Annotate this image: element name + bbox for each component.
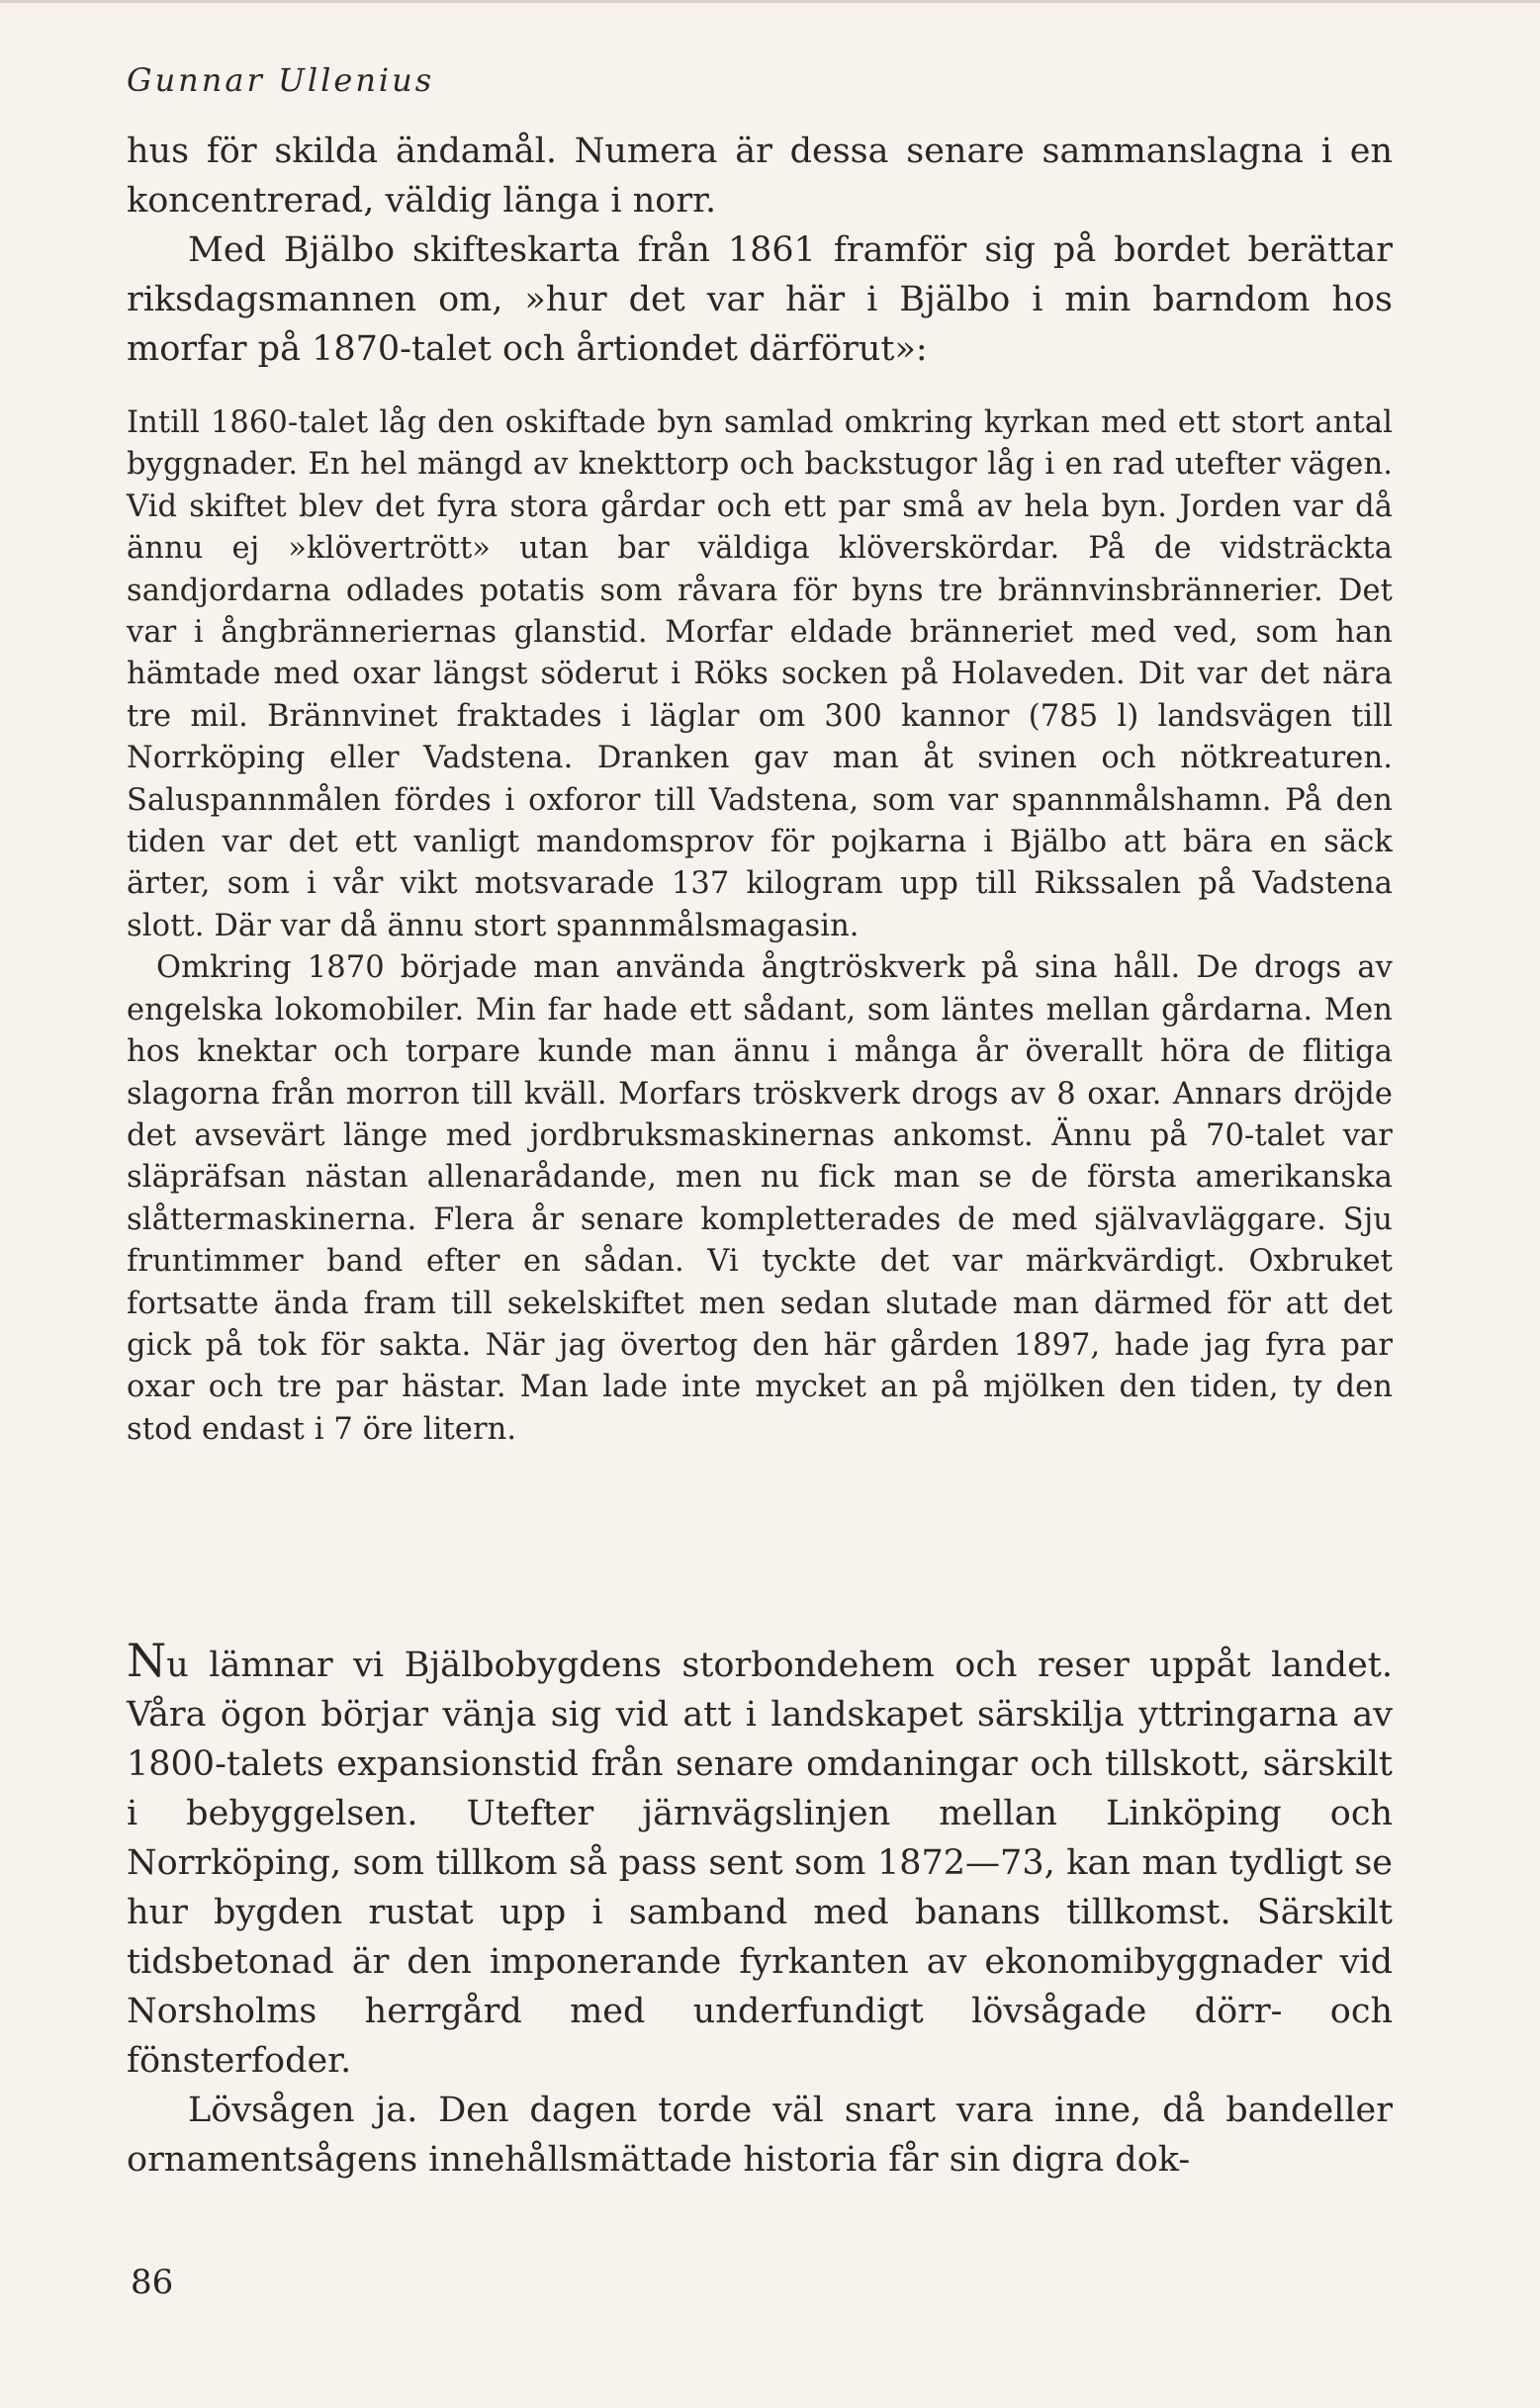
quotation-block (127, 402, 1393, 1451)
section-paragraph-1 (127, 1634, 1393, 2086)
initial-letter: N (127, 1634, 167, 1687)
section-block (127, 1634, 1393, 2185)
page-number: 86 (131, 2263, 174, 2302)
section-paragraph-1-text: u lämnar vi Bjälbobygdens storbondehem och reser uppåt landet. Våra ögon börjar vänja sig vid att i landskapet särskilja yttringarna av 1800-talets expansionstid från senare omdaningar och tillskott, särskilt i bebyggelsen. Utefter järnvägslinjen mellan Linköping och Norrköping, som tillkom så pass sent som 1872—73, kan man tydligt se hur bygden rustat upp i samband med banans tillkomst. Särskilt tidsbetonad är den imponerande fyrkanten av ekonomibyggnader vid Norsholms herrgård med underfundigt lövsågade dörr- och fönsterfoder. (127, 1646, 1393, 2081)
section-paragraph-2: Lövsågen ja. Den dagen torde väl snart vara inne, då bandeller ornamentsågens innehållsmättade historia får sin digra dok- (127, 2091, 1393, 2180)
quotation-paragraph-2: Omkring 1870 började man använda ångtröskverk på sina håll. De drogs av engelska lokomobiler. Min far hade ett sådant, som läntes mellan gårdarna. Men hos knektar och torpare kunde man ännu i många år överallt höra de flitiga slagorna från morron till kväll. Morfars tröskverk drogs av 8 oxar. Annars dröjde det avsevärt länge med jordbruksmaskinernas ankomst. Ännu på 70-talet var släpräfsan nästan allenarådande, men nu fick man se de första amerikanska slåttermaskinerna. Flera år senare kompletterades de med självavläggare. Sju fruntimmer band efter en sådan. Vi tyckte det var märkvärdigt. Oxbruket fortsatte ända fram till sekelskiftet men sedan slutade man därmed för att det gick på tok för sakta. När jag övertog den här gården 1897, hade jag fyra par oxar och tre par hästar. Man lade inte mycket an på mjölken den tiden, ty den stod endast i 7 öre litern. (127, 950, 1393, 1447)
running-head: Gunnar Ullenius (127, 61, 435, 99)
quotation-paragraph-1: Intill 1860-talet låg den oskiftade byn samlad omkring kyrkan med ett stort antal byggnader. En hel mängd av knekttorp och backstugor låg i en rad utefter vägen. Vid skiftet blev det fyra stora gårdar och ett par små av hela byn. Jorden var då ännu ej »klövertrött» utan bar väldiga klöverskördar. På de vidsträckta sandjordarna odlades potatis som råvara för byns tre brännvinsbrännerier. Det var i ångbränneriernas glanstid. Morfar eldade bränneriet med ved, som han hämtade med oxar längst söderut i Röks socken på Holaveden. Dit var det nära tre mil. Brännvinet fraktades i läglar om 300 kannor (785 l) landsvägen till Norrköping eller Vadstena. Dranken gav man åt svinen och nötkreaturen. Saluspannmålen fördes i oxforor till Vadstena, som var spannmålshamn. På den tiden var det ett vanligt mandomsprov för pojkarna i Bjälbo att bära en säck ärter, som i vår vikt motsvarade 137 kilogram upp till Rikssalen på Vadstena slott. Där var då ännu stort spannmålsmagasin. (127, 405, 1393, 943)
top-edge-rule (0, 0, 1540, 3)
intro-paragraph-1: hus för skilda ändamål. Numera är dessa senare sammanslagna i en koncentrerad, väldig länga i norr. (127, 132, 1393, 221)
intro-paragraph-2: Med Bjälbo skifteskarta från 1861 framför sig på bordet berättar riksdagsmannen om, »hur det var här i Bjälbo i min barndom hos morfar på 1870-talet och årtiondet därförut»: (127, 230, 1393, 369)
intro-block (127, 127, 1393, 374)
